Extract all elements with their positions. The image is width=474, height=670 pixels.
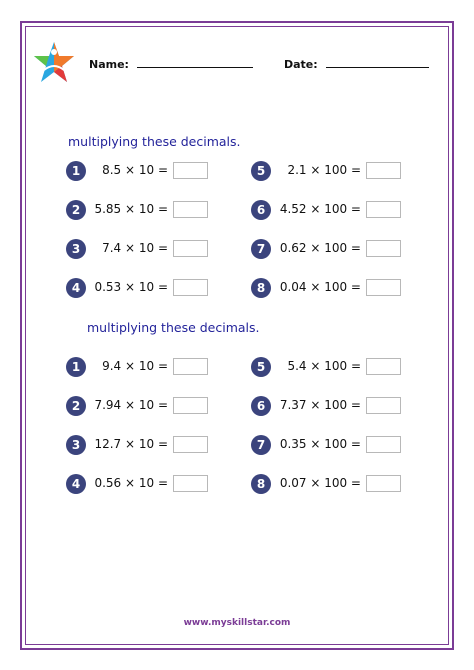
question-expression: 7.37 × 100 = xyxy=(279,398,361,412)
question-expression: 5.4 × 100 = xyxy=(287,359,361,373)
question-row xyxy=(251,474,401,494)
answer-box[interactable] xyxy=(173,397,208,414)
question-number-badge: 8 xyxy=(251,278,271,298)
question-expression: 7.94 × 10 = xyxy=(94,398,168,412)
question-row xyxy=(251,357,401,377)
question-number-badge: 5 xyxy=(251,357,271,377)
answer-box[interactable] xyxy=(173,358,208,375)
star-logo-icon xyxy=(32,40,76,88)
answer-box[interactable] xyxy=(366,201,401,218)
answer-box[interactable] xyxy=(366,358,401,375)
question-expression: 0.53 × 10 = xyxy=(94,280,168,294)
question-number-badge: 1 xyxy=(66,357,86,377)
question-row xyxy=(66,200,208,220)
answer-box[interactable] xyxy=(366,240,401,257)
answer-box[interactable] xyxy=(366,397,401,414)
date-blank-line[interactable] xyxy=(326,56,429,68)
date-field[interactable] xyxy=(284,56,429,71)
question-number-badge: 6 xyxy=(251,200,271,220)
question-row xyxy=(66,239,208,259)
name-blank-line[interactable] xyxy=(137,56,253,68)
question-number-badge: 7 xyxy=(251,239,271,259)
question-number-badge: 2 xyxy=(66,396,86,416)
question-row xyxy=(66,357,208,377)
question-row xyxy=(251,239,401,259)
question-number-badge: 8 xyxy=(251,474,271,494)
question-row xyxy=(66,278,208,298)
question-expression: 0.07 × 100 = xyxy=(279,476,361,490)
answer-box[interactable] xyxy=(173,475,208,492)
question-expression: 12.7 × 10 = xyxy=(94,437,168,451)
question-row xyxy=(251,435,401,455)
section-title: multiplying these decimals. xyxy=(87,320,260,335)
question-row xyxy=(66,396,208,416)
footer-url: www.myskillstar.com xyxy=(183,618,291,628)
answer-box[interactable] xyxy=(173,201,208,218)
answer-box[interactable] xyxy=(173,162,208,179)
name-label: Name: xyxy=(89,58,133,71)
question-number-badge: 4 xyxy=(66,474,86,494)
question-expression: 0.62 × 100 = xyxy=(279,241,361,255)
question-row xyxy=(66,161,208,181)
question-number-badge: 5 xyxy=(251,161,271,181)
answer-box[interactable] xyxy=(366,436,401,453)
question-number-badge: 2 xyxy=(66,200,86,220)
question-row xyxy=(251,278,401,298)
question-number-badge: 3 xyxy=(66,239,86,259)
question-expression: 0.56 × 10 = xyxy=(94,476,168,490)
question-number-badge: 3 xyxy=(66,435,86,455)
question-expression: 0.04 × 100 = xyxy=(279,280,361,294)
question-expression: 9.4 × 10 = xyxy=(102,359,168,373)
question-row xyxy=(251,396,401,416)
question-expression: 8.5 × 10 = xyxy=(102,163,168,177)
question-expression: 4.52 × 100 = xyxy=(279,202,361,216)
question-row xyxy=(251,200,401,220)
question-expression: 2.1 × 100 = xyxy=(287,163,361,177)
answer-box[interactable] xyxy=(366,279,401,296)
question-expression: 5.85 × 10 = xyxy=(94,202,168,216)
question-number-badge: 7 xyxy=(251,435,271,455)
question-row xyxy=(251,161,401,181)
name-field[interactable] xyxy=(89,56,253,71)
question-row xyxy=(66,474,208,494)
page-border-inner xyxy=(25,26,449,645)
section-title: multiplying these decimals. xyxy=(68,134,241,149)
question-row xyxy=(66,435,208,455)
answer-box[interactable] xyxy=(366,162,401,179)
answer-box[interactable] xyxy=(173,436,208,453)
question-number-badge: 1 xyxy=(66,161,86,181)
date-label: Date: xyxy=(284,58,322,71)
question-number-badge: 6 xyxy=(251,396,271,416)
answer-box[interactable] xyxy=(366,475,401,492)
question-expression: 0.35 × 100 = xyxy=(279,437,361,451)
answer-box[interactable] xyxy=(173,279,208,296)
question-number-badge: 4 xyxy=(66,278,86,298)
answer-box[interactable] xyxy=(173,240,208,257)
question-expression: 7.4 × 10 = xyxy=(102,241,168,255)
